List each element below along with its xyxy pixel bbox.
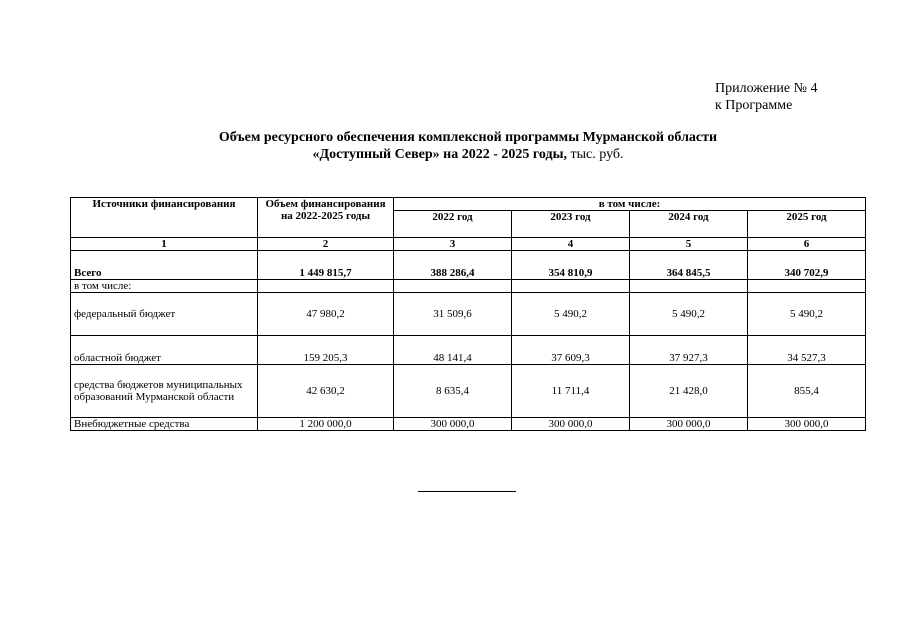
row-value: 300 000,0 — [748, 418, 866, 431]
row-value: 11 711,4 — [512, 365, 630, 418]
column-number: 6 — [748, 238, 866, 251]
appendix-note — [715, 80, 818, 114]
row-value: 300 000,0 — [512, 418, 630, 431]
document-title — [150, 129, 786, 163]
row-value: 21 428,0 — [630, 365, 748, 418]
header-year-2023: 2023 год — [512, 211, 630, 238]
title-unit: тыс. руб. — [567, 147, 624, 162]
row-value: 300 000,0 — [394, 418, 512, 431]
column-number: 1 — [71, 238, 258, 251]
column-number: 2 — [258, 238, 394, 251]
row-value: 48 141,4 — [394, 336, 512, 365]
table-row — [71, 336, 866, 365]
column-number: 5 — [630, 238, 748, 251]
title-line-1: Объем ресурсного обеспечения комплексной программы Мурманской области — [218, 130, 718, 145]
total-label: Всего — [71, 251, 258, 280]
header-including: в том числе: — [394, 198, 866, 211]
total-value: 1 449 815,7 — [258, 251, 394, 280]
header-source: Источники финансирования — [71, 198, 258, 238]
row-label: областной бюджет — [71, 336, 258, 365]
row-value: 31 509,6 — [394, 293, 512, 336]
header-year-2022: 2022 год — [394, 211, 512, 238]
numbering-row — [71, 238, 866, 251]
row-value: 37 609,3 — [512, 336, 630, 365]
table-row — [71, 365, 866, 418]
row-value: 5 490,2 — [512, 293, 630, 336]
row-value: 8 635,4 — [394, 365, 512, 418]
row-label: федеральный бюджет — [71, 293, 258, 336]
including-label: в том числе: — [71, 280, 258, 293]
title-program-name: «Доступный Север» на 2022 - 2025 годы, — [312, 147, 568, 162]
row-value: 5 490,2 — [748, 293, 866, 336]
table-row — [71, 293, 866, 336]
row-value: 47 980,2 — [258, 293, 394, 336]
appendix-number: Приложение № 4 — [715, 81, 818, 96]
total-value: 354 810,9 — [512, 251, 630, 280]
row-value: 37 927,3 — [630, 336, 748, 365]
header-year-2024: 2024 год — [630, 211, 748, 238]
row-label: Внебюджетные средства — [71, 418, 258, 431]
table-row — [71, 418, 866, 431]
row-value: 159 205,3 — [258, 336, 394, 365]
closing-divider — [418, 491, 516, 492]
column-number: 3 — [394, 238, 512, 251]
header-volume: Объем финансирования на 2022-2025 годы — [258, 198, 394, 238]
row-value: 1 200 000,0 — [258, 418, 394, 431]
row-value: 855,4 — [748, 365, 866, 418]
including-row — [71, 280, 866, 293]
row-label: средства бюджетов муниципальных образований Мурманской области — [71, 365, 258, 418]
total-value: 388 286,4 — [394, 251, 512, 280]
header-year-2025: 2025 год — [748, 211, 866, 238]
total-value: 364 845,5 — [630, 251, 748, 280]
appendix-reference: к Программе — [715, 98, 793, 113]
total-value: 340 702,9 — [748, 251, 866, 280]
row-value: 34 527,3 — [748, 336, 866, 365]
column-number: 4 — [512, 238, 630, 251]
title-line-2 — [150, 146, 786, 163]
funding-table — [70, 197, 866, 431]
row-value: 300 000,0 — [630, 418, 748, 431]
row-value: 42 630,2 — [258, 365, 394, 418]
row-value: 5 490,2 — [630, 293, 748, 336]
total-row — [71, 251, 866, 280]
